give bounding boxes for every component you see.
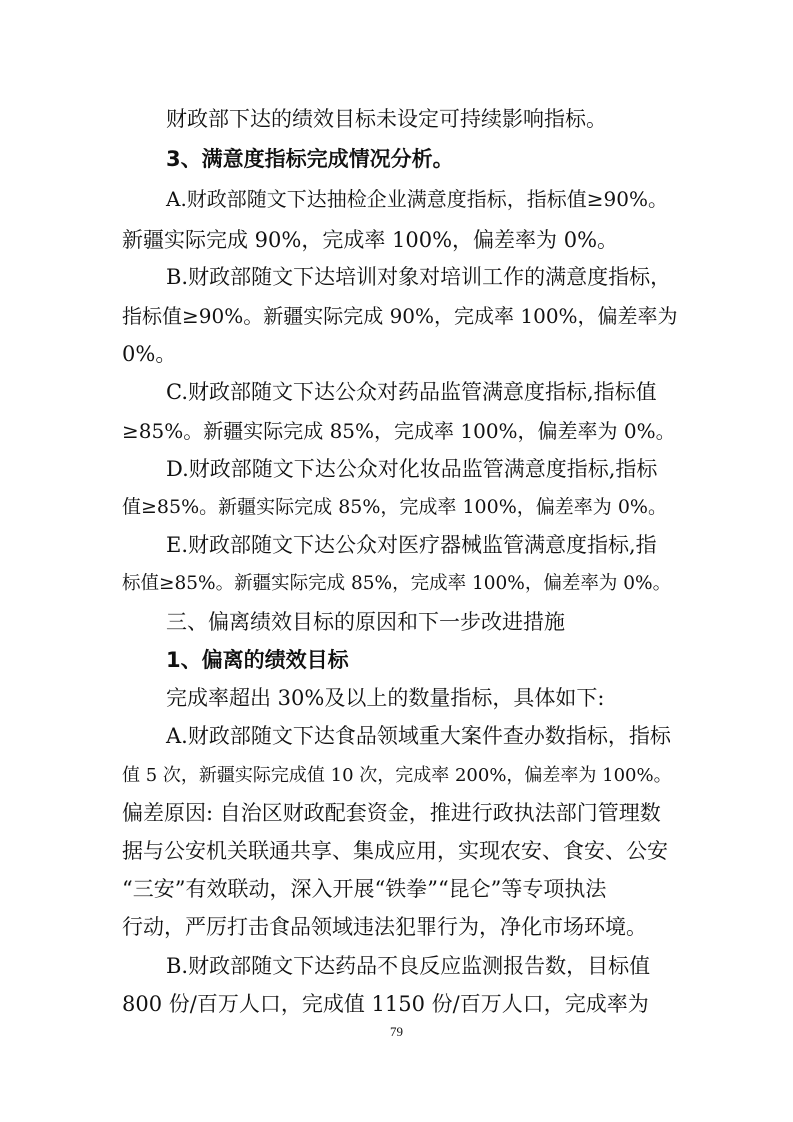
- paragraph-line: “三安”有效联动，深入开展“铁拳”“昆仑”等专项执法: [122, 877, 607, 901]
- paragraph-line: 值 5 次，新疆实际完成值 10 次，完成率 200%，偏差率为 100%。: [122, 765, 672, 786]
- paragraph-line: ≥85%。新疆实际完成 85%，完成率 100%，偏差率为 0%。: [122, 419, 676, 443]
- paragraph-line: 值≥85%。新疆实际完成 85%，完成率 100%，偏差率为 0%。: [122, 496, 667, 518]
- section-heading: 3、满意度指标完成情况分析。: [166, 147, 454, 171]
- paragraph-line: E.财政部随文下达公众对医疗器械监管满意度指标,指: [166, 533, 657, 557]
- page-number: 79: [390, 1024, 403, 1039]
- paragraph-line: A.财政部随文下达抽检企业满意度指标，指标值≥90%。: [166, 187, 669, 211]
- paragraph-line: 偏差原因: 自治区财政配套资金，推进行政执法部门管理数: [122, 801, 661, 825]
- paragraph-line: 指标值≥90%。新疆实际完成 90%，完成率 100%，偏差率为: [122, 304, 678, 328]
- paragraph-line: B.财政部随文下达药品不良反应监测报告数，目标值: [166, 954, 651, 978]
- paragraph-line: B.财政部随文下达培训对象对培训工作的满意度指标，: [166, 265, 672, 289]
- paragraph-line: 据与公安机关联通共享、集成应用，实现农安、食安、公安: [122, 839, 668, 863]
- paragraph-line: 财政部下达的绩效目标未设定可持续影响指标。: [166, 107, 607, 131]
- paragraph-line: C.财政部随文下达公众对药品监管满意度指标,指标值: [166, 380, 657, 404]
- paragraph-line: 0%。: [122, 342, 177, 366]
- paragraph-line: 800 份/百万人口，完成值 1150 份/百万人口，完成率为: [122, 992, 649, 1016]
- section-heading: 1、偏离的绩效目标: [166, 648, 349, 672]
- paragraph-line: D.财政部随文下达公众对化妆品监管满意度指标,指标: [166, 457, 658, 481]
- paragraph-line: 新疆实际完成 90%，完成率 100%，偏差率为 0%。: [122, 228, 619, 252]
- paragraph-line: 完成率超出 30%及以上的数量指标，具体如下:: [166, 686, 605, 710]
- chapter-heading: 三、偏离绩效目标的原因和下一步改进措施: [166, 610, 565, 634]
- paragraph-line: A.财政部随文下达食品领域重大案件查办数指标，指标: [166, 724, 671, 748]
- paragraph-line: 标值≥85%。新疆实际完成 85%，完成率 100%，偏差率为 0%。: [122, 573, 672, 594]
- paragraph-line: 行动，严厉打击食品领域违法犯罪行为，净化市场环境。: [122, 915, 647, 939]
